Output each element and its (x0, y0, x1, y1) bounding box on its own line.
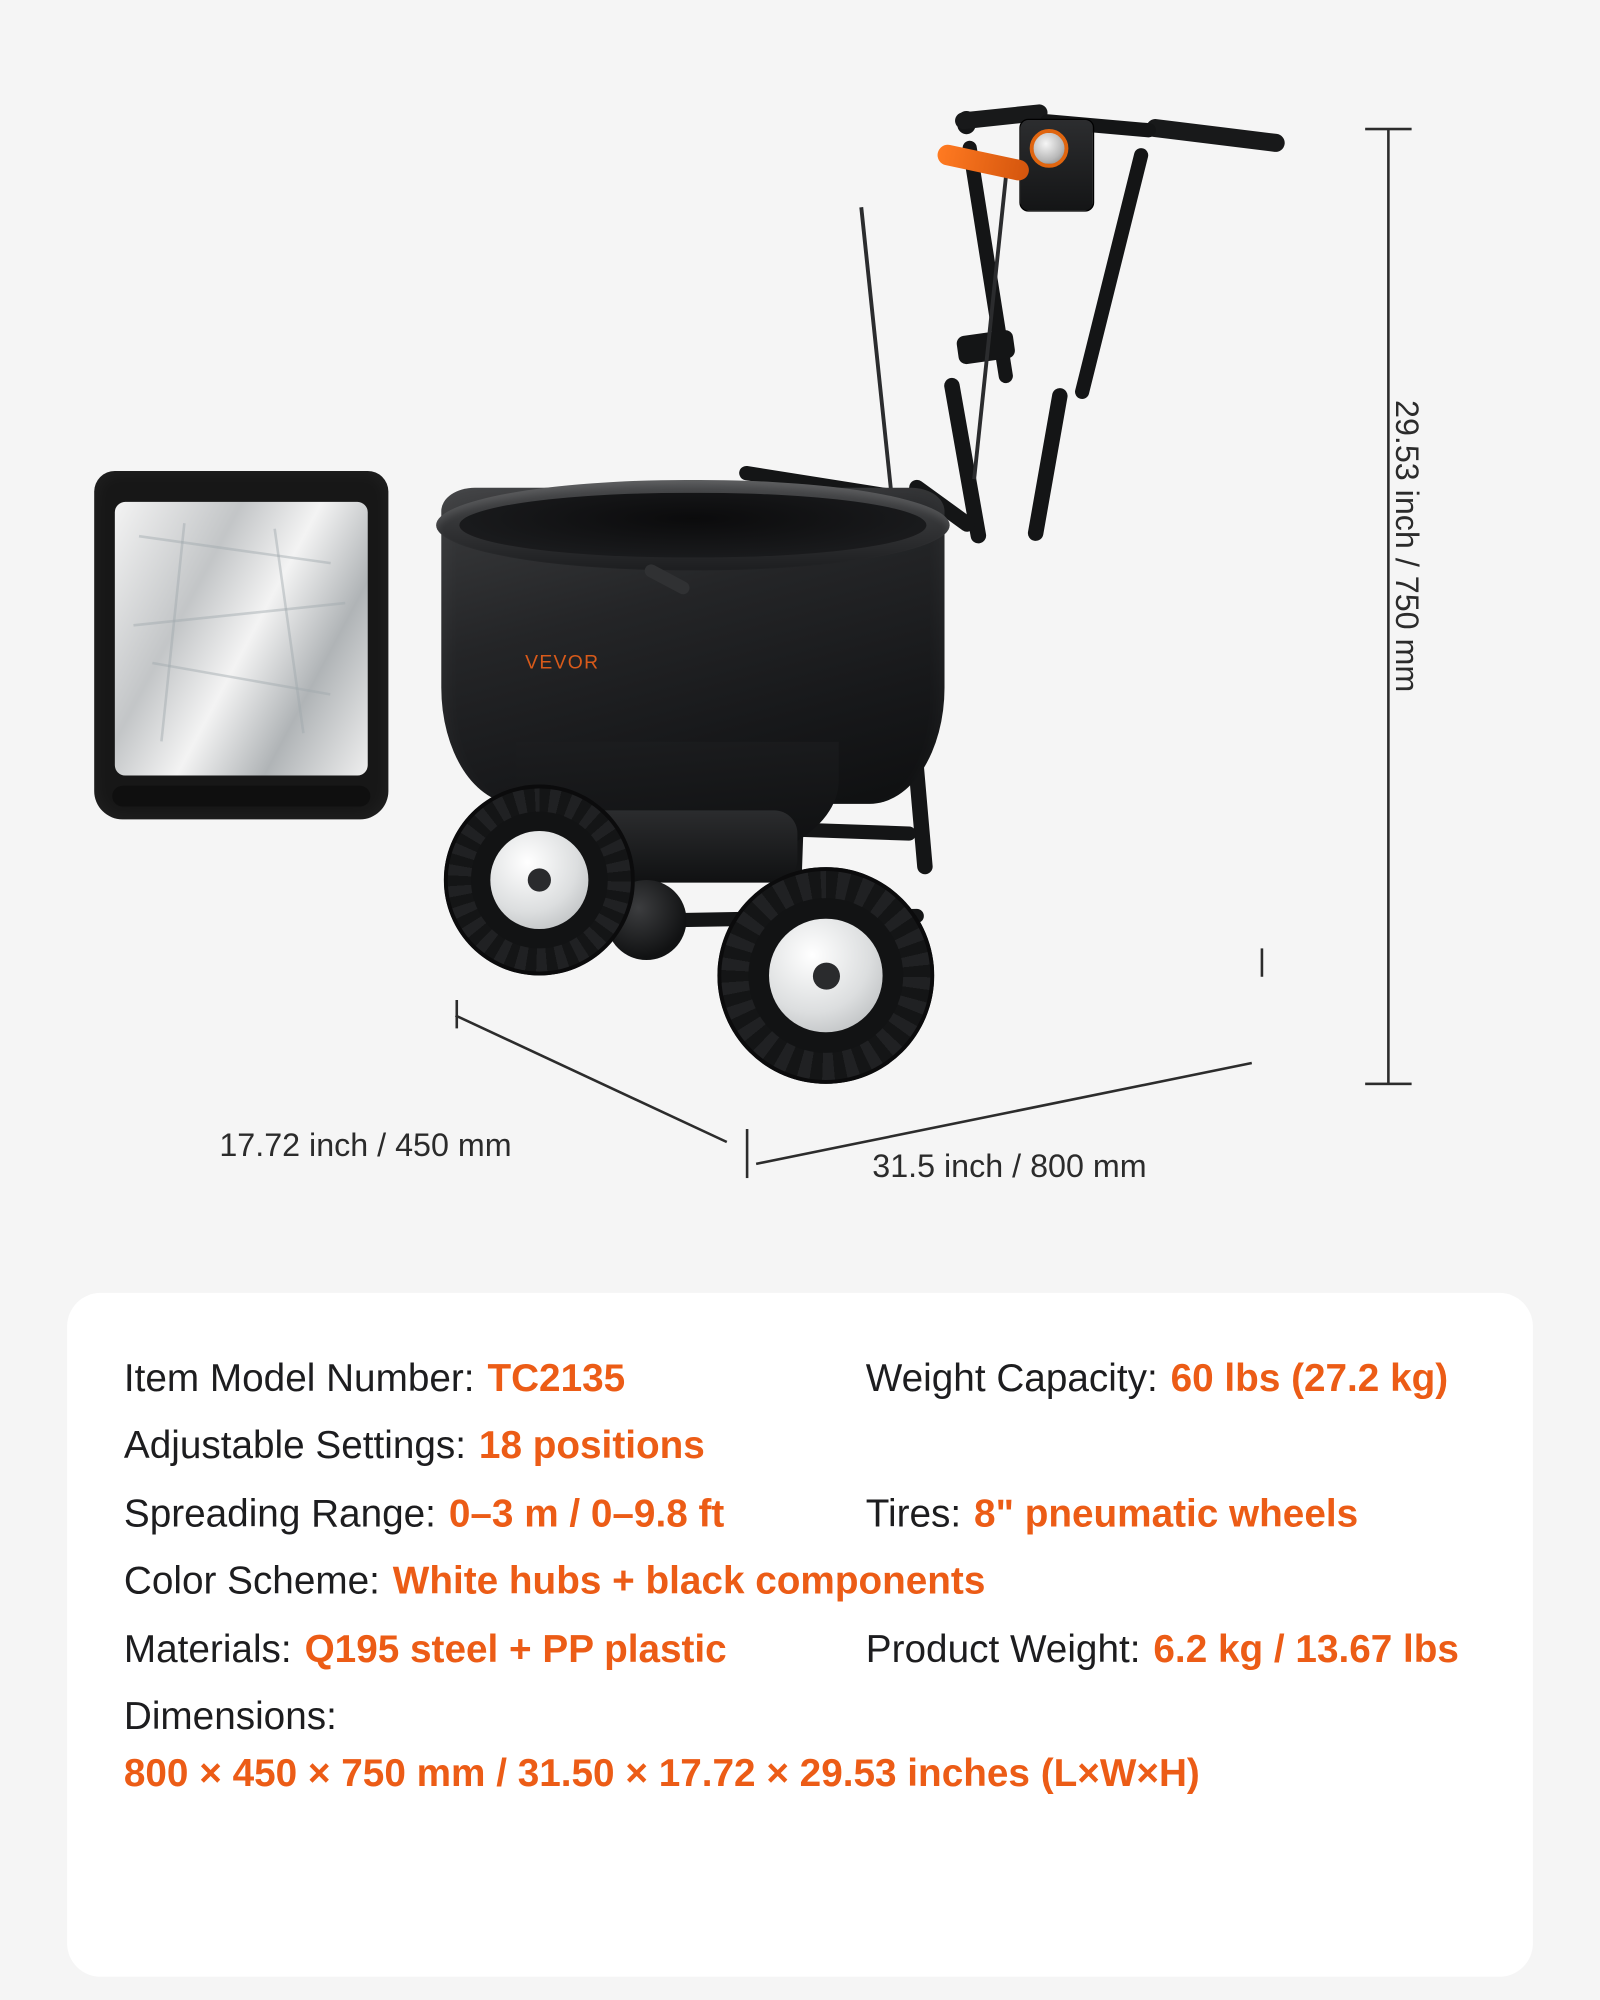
spec-value: 8" pneumatic wheels (974, 1492, 1359, 1536)
dim-label-width: 17.72 inch / 450 mm (219, 1127, 512, 1164)
spec-dimensions-value: 800 × 450 × 750 mm / 31.50 × 17.72 × 29.53 inches (L×W×H) (123, 1752, 1200, 1796)
handle-grip-right (1145, 118, 1286, 153)
spec-item-tires (866, 1490, 1358, 1540)
hopper-opening (459, 493, 926, 558)
spec-value: 6.2 kg / 13.67 lbs (1153, 1627, 1459, 1671)
spec-label: Product Weight: (865, 1627, 1141, 1671)
dim-tick-length-right (1261, 948, 1264, 976)
spec-value: 0–3 m / 0–9.8 ft (448, 1492, 725, 1536)
bag-wrinkle (139, 535, 331, 564)
dim-tick-width-right (746, 1129, 749, 1178)
spec-item-weight-capacity (866, 1355, 1448, 1405)
spec-label: Color Scheme: (123, 1560, 380, 1603)
spec-list (67, 1293, 1533, 1797)
spec-label: Weight Capacity: (865, 1357, 1158, 1400)
spec-row (124, 1355, 1476, 1405)
spec-row (124, 1490, 1476, 1540)
frame-tube-upper-right (1027, 387, 1069, 542)
spec-item-materials (124, 1625, 866, 1675)
spec-label: Spreading Range: (123, 1492, 436, 1536)
bag-wrinkle (160, 523, 185, 741)
spec-value: 18 positions (478, 1425, 705, 1468)
wheel-hub (769, 919, 882, 1032)
bag-wrinkle (152, 662, 330, 696)
spec-value: TC2135 (487, 1357, 626, 1400)
spec-item-model (124, 1355, 866, 1405)
spec-value: Q195 steel + PP plastic (304, 1627, 727, 1671)
wheel-rear (444, 785, 635, 976)
spec-value: 60 lbs (27.2 kg) (1170, 1357, 1449, 1400)
spec-item-product-weight (866, 1625, 1459, 1675)
spec-card (67, 1293, 1533, 1977)
control-cable-b (859, 207, 894, 503)
dim-label-length: 31.5 inch / 800 mm (872, 1148, 1147, 1185)
spec-row (124, 1422, 1476, 1472)
spec-label: Adjustable Settings: (123, 1425, 467, 1468)
wheel-front (717, 867, 934, 1084)
dim-line-width (455, 1014, 727, 1143)
spec-label: Materials: (123, 1627, 292, 1671)
bag-wrinkle (133, 602, 345, 627)
spec-label: Dimensions: (123, 1695, 337, 1739)
storage-cover-bag (94, 471, 388, 819)
flow-rate-dial[interactable] (1030, 129, 1069, 168)
spec-item-spreading-range (124, 1490, 866, 1540)
flow-control-lever[interactable] (936, 143, 1031, 183)
spec-label: Tires: (865, 1492, 962, 1536)
spec-item-adjustable-settings (124, 1422, 866, 1472)
spec-value: White hubs + black components (392, 1560, 986, 1603)
dim-tick-height-bottom (1365, 1083, 1411, 1086)
dim-tick-height-top (1365, 128, 1411, 131)
spec-row (124, 1625, 1476, 1675)
spec-row (124, 1558, 1476, 1608)
spec-label: Item Model Number: (123, 1357, 475, 1400)
brand-logo: VEVOR (525, 651, 600, 674)
spec-item-color-scheme (123, 1558, 986, 1608)
spec-item-dimensions (124, 1693, 866, 1743)
dim-label-height: 29.53 inch / 750 mm (1388, 400, 1425, 693)
spec-row (124, 1693, 1476, 1743)
